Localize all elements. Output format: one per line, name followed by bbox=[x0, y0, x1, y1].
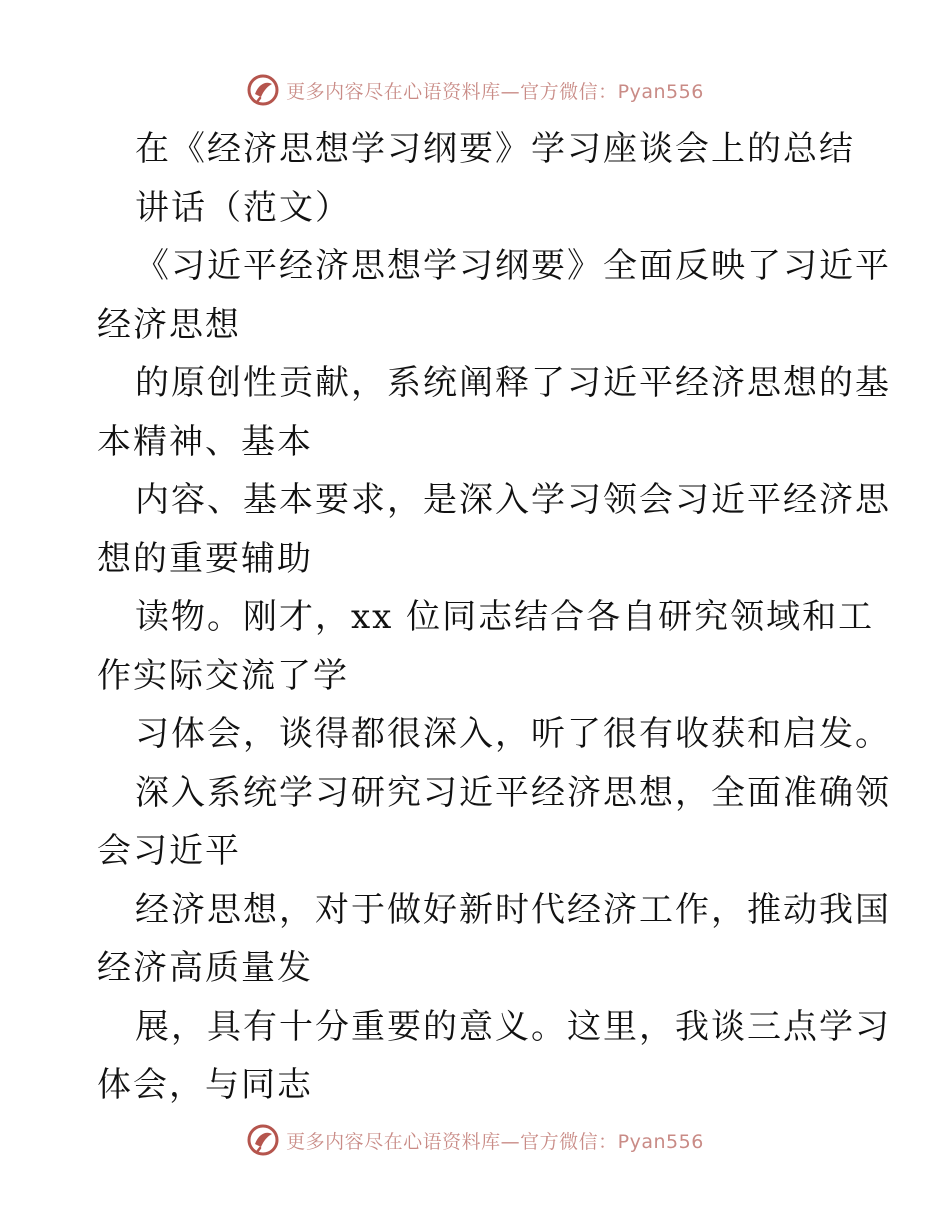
text-line: 经济思想，对于做好新时代经济工作，推动我国 bbox=[135, 889, 891, 930]
text-line: 的原创性贡献，系统阐释了习近平经济思想的基 bbox=[135, 363, 891, 403]
text-line: 想的重要辅助 bbox=[97, 538, 313, 579]
footer-watermark-text: 更多内容尽在心语资料库—官方微信：Pyan556 bbox=[286, 1130, 704, 1153]
header-watermark-text: 更多内容尽在心语资料库—官方微信：Pyan556 bbox=[286, 80, 704, 103]
text-line: 《习近平经济思想学习纲要》全面反映了习近平 bbox=[135, 246, 891, 286]
text-line: 体会，与同志 bbox=[97, 1065, 313, 1105]
text-line: 内容、基本要求，是深入学习领会习近平经济思 bbox=[135, 480, 891, 520]
text-line: 深入系统学习研究习近平经济思想，全面准确领 bbox=[135, 772, 891, 813]
text-line: 习体会，谈得都很深入，听了很有收获和启发。 bbox=[135, 714, 891, 754]
brand-logo-icon bbox=[246, 1123, 280, 1157]
text-line: 在《经济思想学习纲要》学习座谈会上的总结 bbox=[135, 129, 855, 169]
text-line: 经济思想 bbox=[97, 304, 241, 345]
text-line: 讲话（范文） bbox=[135, 187, 351, 228]
text-line: 会习近平 bbox=[97, 831, 241, 871]
text-line: 经济高质量发 bbox=[97, 948, 313, 988]
text-line: 作实际交流了学 bbox=[97, 655, 349, 696]
text-line: 展，具有十分重要的意义。这里，我谈三点学习 bbox=[135, 1006, 891, 1047]
brand-logo-icon bbox=[246, 73, 280, 107]
header-watermark bbox=[0, 70, 950, 110]
text-line: 读物。刚才，xx 位同志结合各自研究领域和工 bbox=[135, 597, 875, 637]
footer-watermark bbox=[0, 1120, 950, 1160]
document-body bbox=[97, 120, 891, 1115]
text-line: 本精神、基本 bbox=[97, 421, 313, 462]
